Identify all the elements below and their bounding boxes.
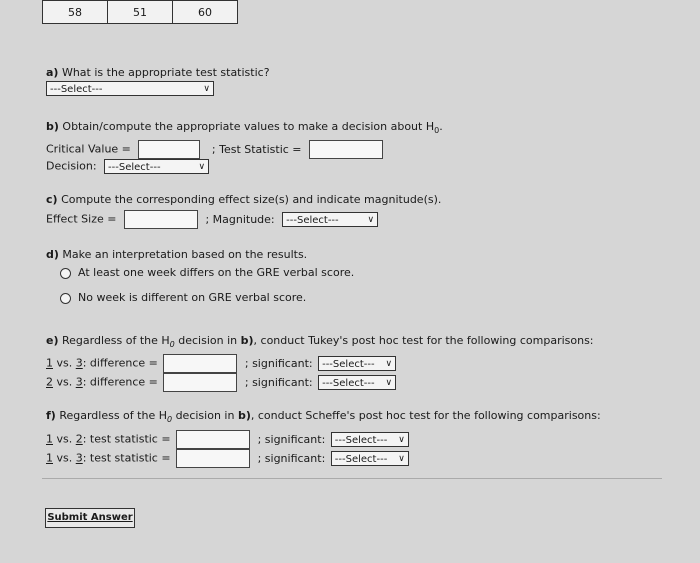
effect-size-row — [46, 210, 378, 229]
radio-option-label: At least one week differs on the GRE verbal score. — [78, 266, 355, 279]
table-cell: 60 — [173, 1, 238, 24]
effect-size-label: Effect Size = — [46, 212, 117, 226]
test-statistic-select[interactable] — [46, 81, 214, 96]
difference-label: : difference = — [82, 356, 158, 370]
difference-input[interactable] — [163, 354, 237, 373]
submit-answer-button[interactable]: Submit Answer — [45, 508, 135, 528]
magnitude-select-value: ---Select--- — [286, 215, 339, 226]
group-a: 1 — [46, 451, 53, 465]
critical-value-label: Critical Value = — [46, 142, 131, 156]
significant-select-value: ---Select--- — [334, 454, 388, 465]
test-statistic-select-value: ---Select--- — [50, 84, 103, 95]
group-a: 1 — [46, 356, 53, 370]
group-b: 3 — [75, 375, 83, 389]
chevron-down-icon: ∨ — [367, 215, 375, 225]
critical-value-input[interactable] — [138, 140, 200, 159]
question-a — [46, 66, 270, 79]
question-b-text: Obtain/compute the appropriate values to make a decision about H — [62, 120, 435, 133]
radio-button[interactable] — [60, 268, 71, 279]
question-a-text: What is the appropriate test statistic? — [61, 66, 270, 79]
radio-option[interactable] — [60, 266, 354, 279]
data-table — [42, 0, 238, 24]
test-statistic-label: : test statistic = — [82, 451, 171, 465]
h-subscript: 0 — [434, 126, 440, 136]
question-f — [46, 409, 601, 424]
question-f-text-end: , conduct Scheffe's post hoc test for the following comparisons: — [250, 409, 601, 422]
group-a: 1 — [46, 432, 53, 446]
question-f-text-mid: decision in — [172, 409, 238, 422]
scheffe-row — [46, 449, 409, 468]
table-cell: 51 — [108, 1, 173, 24]
question-e-text-mid: decision in — [174, 334, 241, 347]
significant-select[interactable] — [331, 432, 409, 447]
question-f-prefix: f) — [46, 409, 56, 422]
radio-option[interactable] — [60, 291, 306, 304]
significant-label: ; significant: — [244, 375, 313, 389]
h-subscript: 0 — [166, 415, 173, 425]
tukey-row — [46, 373, 396, 392]
question-e-b-ref: b) — [240, 334, 254, 347]
vs-label: vs. — [53, 356, 76, 370]
question-c — [46, 193, 441, 206]
significant-label: ; significant: — [244, 356, 313, 370]
group-b: 3 — [75, 356, 83, 370]
decision-label: Decision: — [46, 159, 97, 173]
significant-select-value: ---Select--- — [334, 435, 388, 446]
decision-select-value: ---Select--- — [108, 162, 161, 173]
question-e-text-end: , conduct Tukey's post hoc test for the following comparisons: — [253, 334, 594, 347]
h-subscript: 0 — [169, 340, 175, 350]
question-e-text-start: Regardless of the H — [62, 334, 170, 347]
critical-value-row — [46, 140, 383, 159]
significant-select-value: ---Select--- — [322, 378, 375, 389]
vs-label: vs. — [53, 432, 76, 446]
radio-option-label: No week is different on GRE verbal score. — [78, 291, 307, 304]
divider — [42, 478, 662, 479]
test-statistic-label: : test statistic = — [82, 432, 171, 446]
group-a: 2 — [46, 375, 53, 389]
question-e-prefix: e) — [46, 334, 59, 347]
magnitude-select[interactable] — [282, 212, 378, 227]
decision-select[interactable] — [104, 159, 209, 174]
significant-select[interactable] — [318, 375, 396, 390]
chevron-down-icon: ∨ — [398, 454, 405, 464]
difference-label: : difference = — [82, 375, 158, 389]
question-f-b-ref: b) — [237, 409, 251, 422]
test-statistic-input[interactable] — [176, 449, 250, 468]
question-a-select-wrap — [46, 81, 214, 96]
question-d-prefix: d) — [46, 248, 59, 261]
scheffe-row — [46, 430, 409, 449]
test-statistic-label: ; Test Statistic = — [211, 142, 302, 156]
question-b: b) Obtain/compute the appropriate values to make a decision about $H_0$. — [46, 120, 443, 136]
significant-select[interactable] — [331, 451, 409, 466]
question-a-prefix: a) — [46, 66, 59, 79]
significant-label: ; significant: — [257, 432, 326, 446]
significant-select-value: ---Select--- — [322, 359, 375, 370]
difference-input[interactable] — [163, 373, 237, 392]
vs-label: vs. — [53, 451, 76, 465]
magnitude-label: ; Magnitude: — [205, 212, 275, 226]
significant-label: ; significant: — [257, 451, 326, 465]
question-d-text: Make an interpretation based on the results. — [62, 248, 308, 261]
radio-button[interactable] — [60, 293, 71, 304]
question-d — [46, 248, 307, 261]
chevron-down-icon: ∨ — [385, 359, 393, 369]
test-statistic-input[interactable] — [309, 140, 383, 159]
vs-label: vs. — [53, 375, 76, 389]
question-f-text-start: Regardless of the H — [59, 409, 167, 422]
chevron-down-icon: ∨ — [198, 162, 206, 172]
group-b: 2 — [75, 432, 83, 446]
decision-row — [46, 159, 209, 174]
group-b: 3 — [75, 451, 83, 465]
question-c-prefix: c) — [46, 193, 58, 206]
chevron-down-icon: ∨ — [385, 378, 393, 388]
effect-size-input[interactable] — [124, 210, 198, 229]
question-b-prefix: b) — [46, 120, 59, 133]
chevron-down-icon: ∨ — [203, 84, 210, 94]
question-c-text: Compute the corresponding effect size(s) and indicate magnitude(s). — [61, 193, 442, 206]
test-statistic-input[interactable] — [176, 430, 250, 449]
question-e — [46, 334, 594, 349]
table-row — [43, 1, 238, 24]
significant-select[interactable] — [318, 356, 396, 371]
chevron-down-icon: ∨ — [398, 435, 405, 445]
tukey-row — [46, 354, 396, 373]
table-cell: 58 — [43, 1, 108, 24]
